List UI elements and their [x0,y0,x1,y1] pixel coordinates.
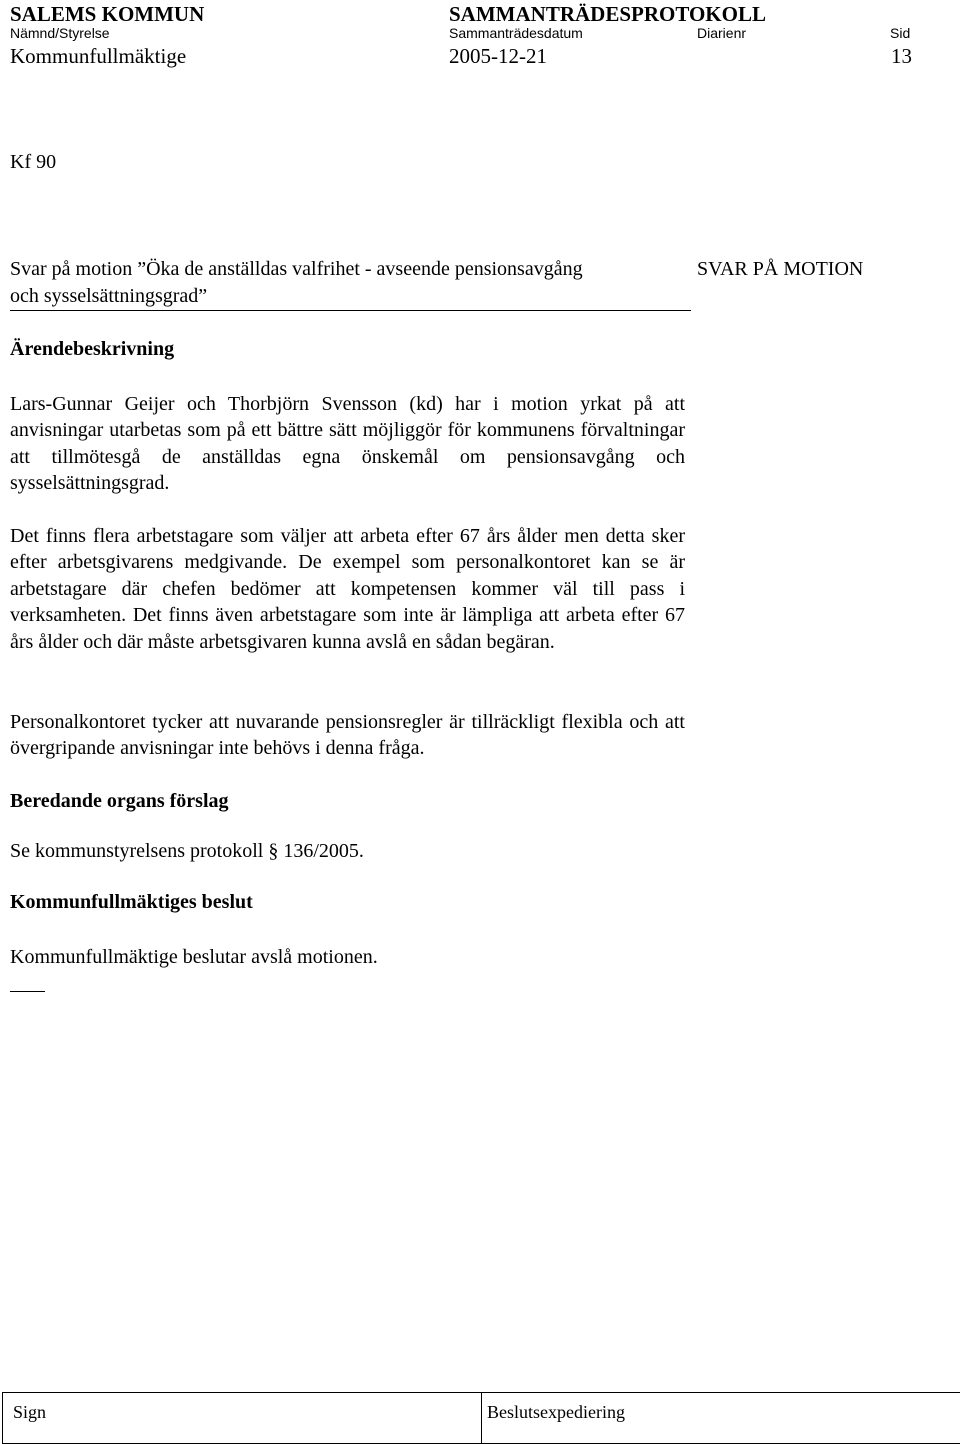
footer-signature-box [0,1392,960,1444]
page-value: 13 [891,44,912,68]
subject-line-1: Svar på motion ”Öka de anställdas valfrihet - avseende pensionsavgång [10,258,583,280]
dispatch-label: Beslutsexpediering [487,1402,625,1422]
document-type: SAMMANTRÄDESPROTOKOLL [449,2,766,26]
subject-tag: SVAR PÅ MOTION [697,258,864,280]
decision-heading: Kommunfullmäktiges beslut [10,891,253,913]
paragraph-reference: Kf 90 [10,151,57,173]
proposal-heading: Beredande organs förslag [10,790,229,812]
end-mark [10,991,45,992]
subject-line-2: och sysselsättningsgrad” [10,285,208,307]
decision-text: Kommunfullmäktige beslutar avslå motionen. [10,946,378,968]
date-value: 2005-12-21 [449,44,547,68]
description-heading: Ärendebeskrivning [10,338,175,360]
record-label: Diarienr [697,25,747,41]
board-label: Nämnd/Styrelse [10,25,110,41]
page-label: Sid [890,25,911,41]
date-label: Sammanträdesdatum [449,25,583,41]
org-name: SALEMS KOMMUN [10,2,205,26]
proposal-text: Se kommunstyrelsens protokoll § 136/2005. [10,840,364,862]
subject-underline [10,310,691,311]
description-paragraph-2: Det finns flera arbetstagare som väljer att arbeta efter 67 års ålder men detta sker efter arbetsgivarens medgivande. De exempel som personalkontoret kan se är arbetstagare där chefen bedömer att kompetensen kommer väl till pass i verksamheten. Det finns även arbetstagare som inte är lämpliga att arbeta efter 67 års ålder och där måste arbetsgivaren kunna avslå en sådan begäran. [10,525,685,653]
sign-label: Sign [13,1402,47,1422]
sign-cell [2,1392,482,1444]
description-paragraph-1: Lars-Gunnar Geijer och Thorbjörn Svensson (kd) har i motion yrkat på att anvisningar utarbetas som på ett bättre sätt möjliggör för kommunens förvaltningar att tillmötesgå de anställdas egna önskemål om pensionsavgång och sysselsättningsgrad. [10,393,685,495]
board-value: Kommunfullmäktige [10,44,187,68]
description-paragraph-3: Personalkontoret tycker att nuvarande pensionsregler är tillräckligt flexibla och att övergripande anvisningar inte behövs i denna fråga. [10,711,685,760]
dispatch-cell [481,1392,960,1444]
